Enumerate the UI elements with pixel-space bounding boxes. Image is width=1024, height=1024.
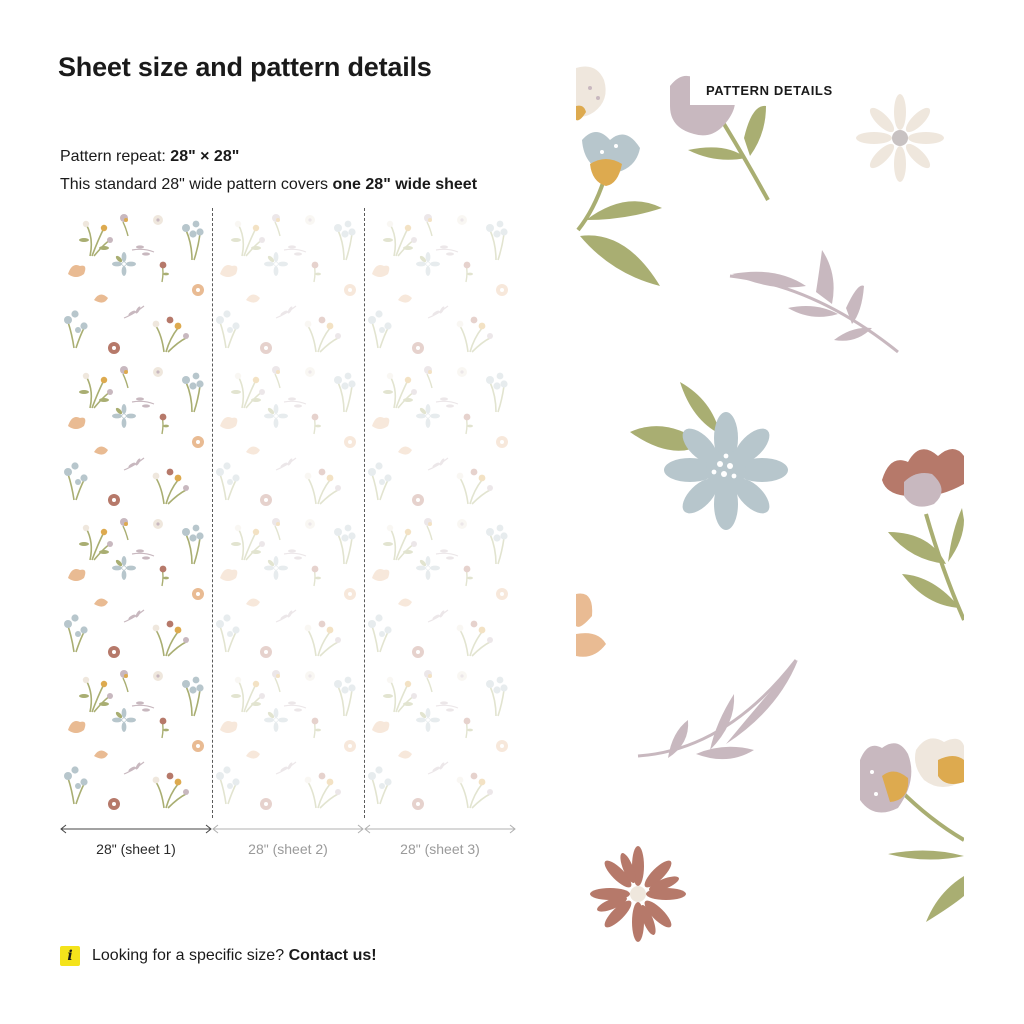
coverage-line (60, 176, 477, 194)
pattern-detail-image (576, 60, 964, 948)
flower-icon (860, 738, 964, 922)
sheet-2-dimension (213, 825, 363, 833)
flower-icon (576, 67, 606, 121)
pattern-repeat-label: Pattern repeat: (60, 148, 166, 165)
pattern-details-label: PATTERN DETAILS (690, 76, 849, 105)
sheet-3-pattern (364, 208, 516, 818)
contact-prompt (60, 946, 377, 966)
sheet-divider (212, 208, 213, 818)
contact-text: Looking for a specific size? (92, 947, 285, 964)
tulip-icon (578, 132, 664, 286)
coverage-text: This standard 28" wide pattern covers (60, 176, 329, 193)
flower-icon (630, 382, 788, 530)
sheet-1-dimension (61, 825, 211, 833)
contact-link[interactable]: Contact us! (288, 947, 377, 964)
sheet-preview (60, 208, 516, 818)
leaf-sprig-icon (730, 250, 898, 352)
sheet-1-pattern (60, 208, 212, 818)
sheet-1-label: 28" (sheet 1) (96, 841, 176, 857)
sheet-2-pattern (212, 208, 364, 818)
sheet-3-dimension (365, 825, 515, 833)
flower-icon (882, 449, 964, 620)
daisy-icon (856, 94, 944, 182)
sheet-2-label: 28" (sheet 2) (248, 841, 328, 857)
leaf-sprig-icon (638, 660, 798, 759)
pattern-repeat-value: 28" × 28" (170, 148, 240, 165)
flower-icon (576, 593, 606, 656)
pattern-repeat-line (60, 148, 239, 166)
coverage-emphasis: one 28" wide sheet (332, 176, 478, 193)
page-title: Sheet size and pattern details (58, 52, 432, 82)
dimension-arrows (60, 822, 516, 836)
sheet-divider (364, 208, 365, 818)
daisy-icon (590, 846, 686, 942)
info-icon: i (60, 946, 80, 966)
sheet-3-label: 28" (sheet 3) (400, 841, 480, 857)
